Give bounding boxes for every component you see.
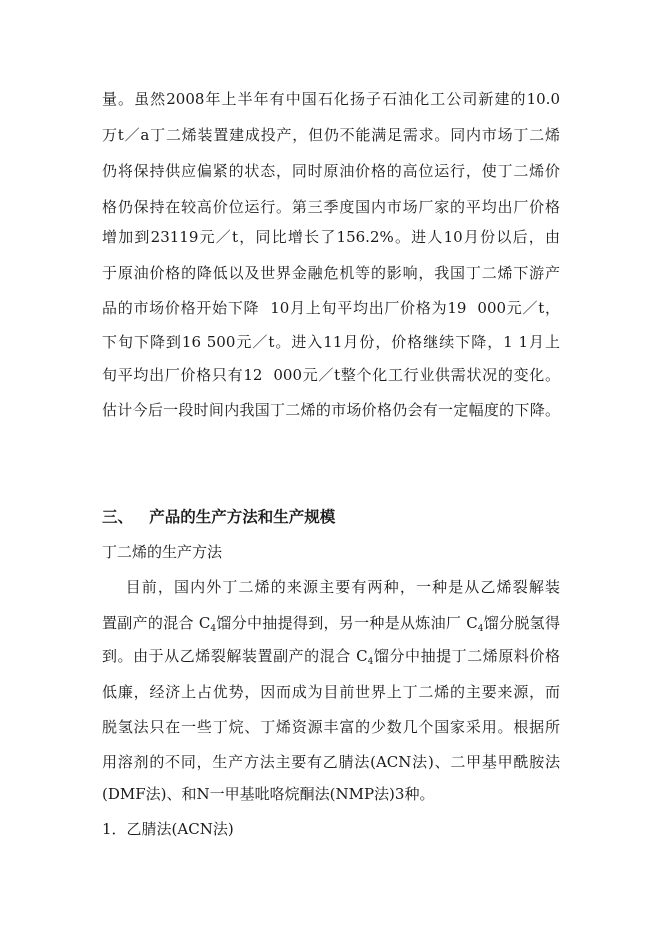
paragraph-1-line-3: 仍将保持供应偏紧的状态，同时原油价格的高位运行，使丁二烯价 [102,162,560,180]
paragraph-1-line-5: 增加到23119元／t，同比增长了156.2%。进人10月份以后，由 [102,228,560,246]
paragraph-1-line-6: 于原油价格的降低以及世界金融危机等的影响，我国丁二烯下游产 [102,264,560,282]
paragraph-1-line-8: 下旬下降到16 500元／t。进入11月份，价格继续下降，1 1月上 [102,333,560,351]
paragraph-2-line-3-part-a: 到。由于从乙烯裂解装置副产的混合 C [102,647,368,665]
paragraph-1-line-9: 旬平均出厂价格只有12 000元／t整个化工行业供需状况的变化。 [102,366,560,384]
paragraph-1-line-2: 万t／a丁二烯装置建成投产，但仍不能满足需求。同内市场丁二烯 [102,126,560,144]
paragraph-2-line-3 [102,646,560,666]
subscript-4: 4 [210,624,217,634]
paragraph-2-line-1: 目前，国内外丁二烯的来源主要有两种，一种是从乙烯裂解装 [102,578,560,596]
paragraph-2-line-4: 低廉，经济上占优势，因而成为目前世界上丁二烯的主要来源，而 [102,683,560,701]
paragraph-1-line-7: 品的市场价格开始下降 10月上旬平均出厂价格为19 000元／t， [102,299,560,317]
subscript-4: 4 [477,624,484,634]
subscript-4: 4 [367,657,374,667]
paragraph-2-line-2 [102,613,560,633]
paragraph-2-line-2-part-b: 馏分中抽提得到，另一种是从炼油厂 C [216,614,478,632]
subsection-heading: 1．乙腈法(ACN法) [102,820,234,838]
paragraph-1-line-1: 量。虽然2008年上半年有中国石化扬子石油化工公司新建的10.0 [102,90,560,108]
paragraph-2-line-2-part-c: 馏分脱氢得 [483,614,560,632]
paragraph-2-line-5: 脱氢法只在一些丁烷、丁烯资源丰富的少数几个国家采用。根据所 [102,718,560,736]
paragraph-2-line-3-part-b: 馏分中抽提丁二烯原料价格 [373,647,560,665]
paragraph-2-line-7: (DMF法)、和N一甲基吡咯烷酮法(NMP法)3种。 [102,785,435,803]
paragraph-1-line-10: 估计今后一段时间内我国丁二烯的市场价格仍会有一定幅度的下降。 [102,401,560,419]
paragraph-2-line-2-part-a: 置副产的混合 C [102,614,211,632]
section-heading: 三、 产品的生产方法和生产规模 [102,507,336,526]
paragraph-2-line-6: 用溶剂的不同，生产方法主要有乙腈法(ACN法)、二甲基甲酰胺法 [102,753,560,771]
section-subheading: 丁二烯的生产方法 [102,543,223,561]
paragraph-1-line-4: 格仍保持在较高价位运行。第三季度国内市场厂家的平均出厂价格 [102,198,560,216]
